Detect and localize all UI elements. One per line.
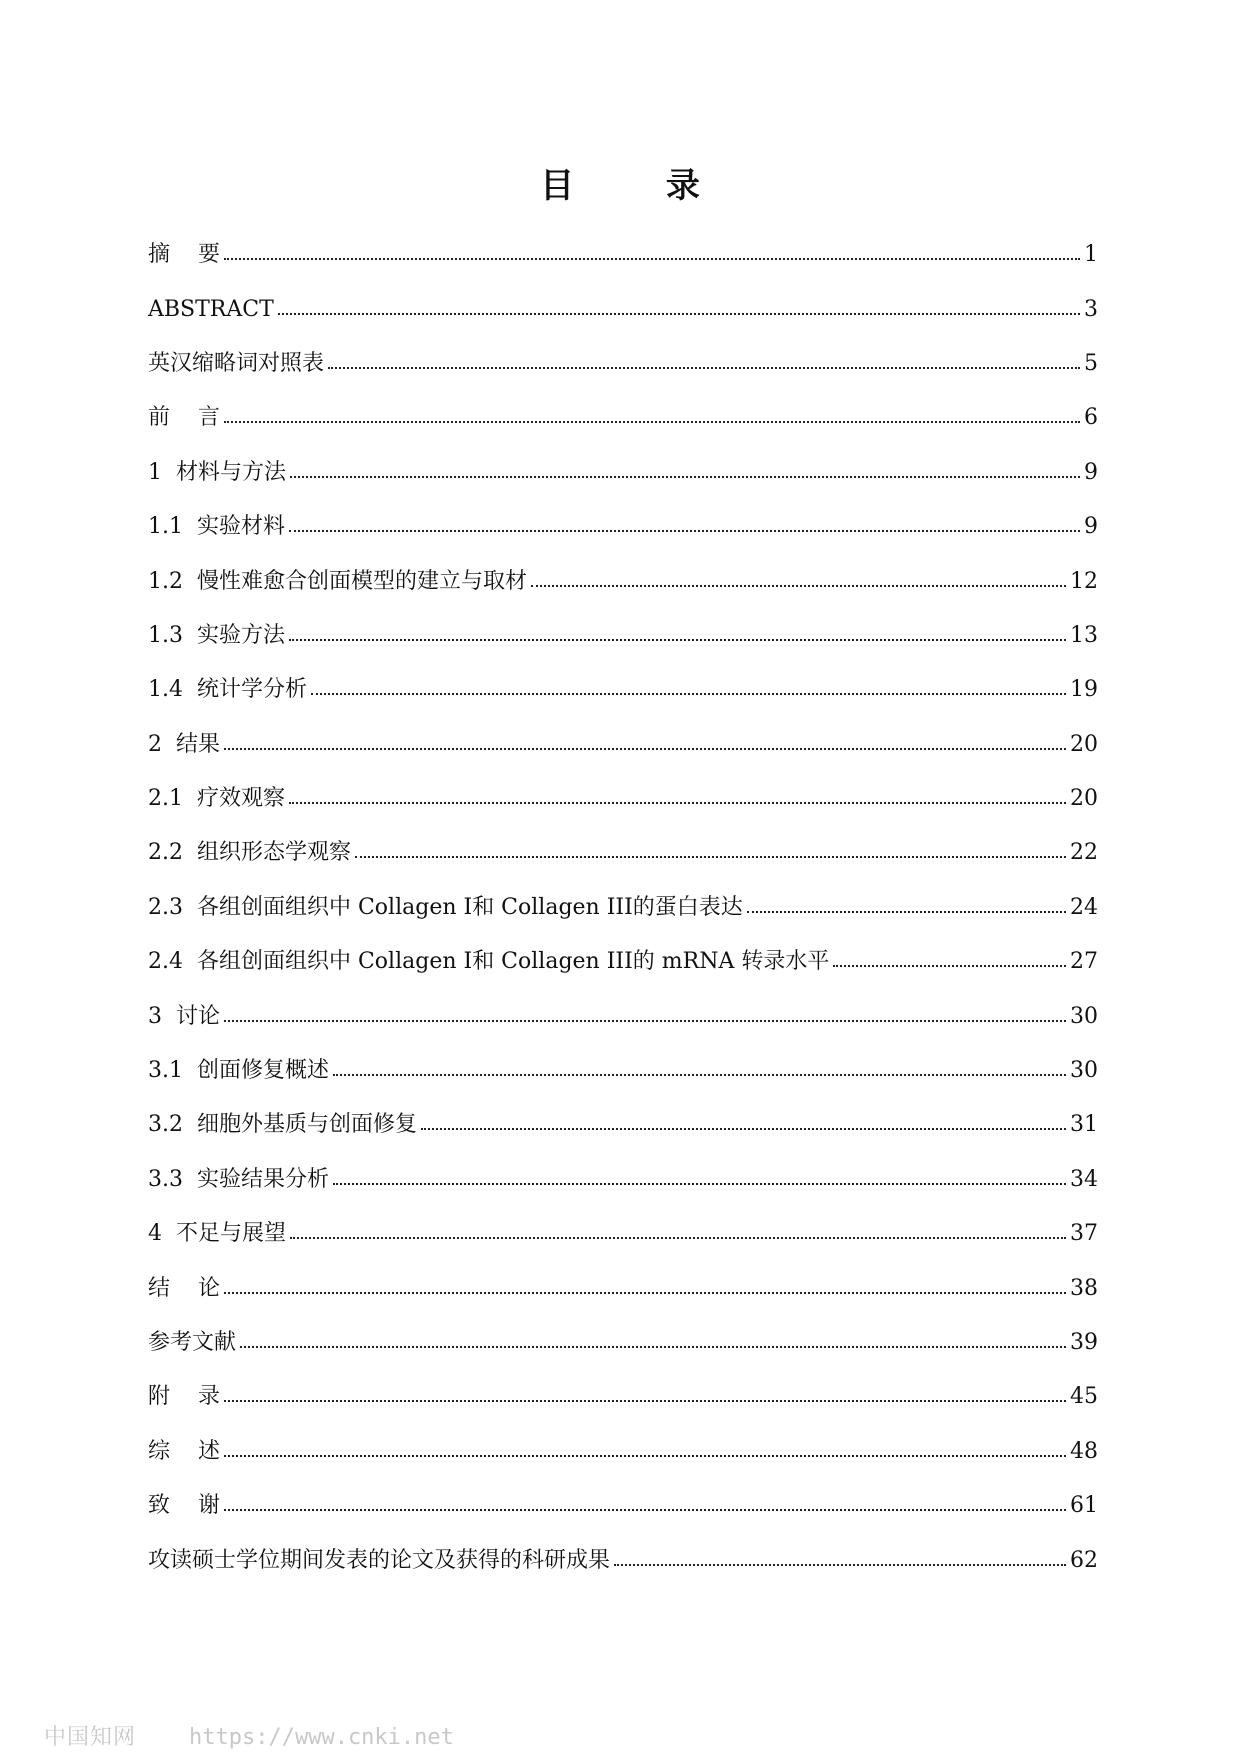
- toc-entry[interactable]: [148, 1425, 1098, 1479]
- toc-entry-label: 2.1 疗效观察: [148, 786, 285, 812]
- toc-entry-page-number: 39: [1070, 1330, 1098, 1355]
- toc-entry-page-number: 24: [1070, 894, 1098, 920]
- toc-entry[interactable]: [148, 772, 1098, 826]
- toc-dot-leader: [290, 476, 1080, 478]
- toc-entry-page-number: 27: [1070, 949, 1098, 975]
- toc-dot-leader: [224, 1509, 1066, 1511]
- toc-entry-label: 前 言: [148, 405, 220, 431]
- toc-dot-leader: [355, 856, 1066, 858]
- toc-entry[interactable]: [148, 881, 1098, 935]
- toc-entry-page-number: 30: [1070, 1058, 1098, 1084]
- toc-entry-page-number: 12: [1070, 568, 1098, 594]
- toc-entry-label: 1.1 实验材料: [148, 514, 285, 540]
- watermark-url: https://www.cnki.net: [189, 1725, 454, 1750]
- toc-entry[interactable]: [148, 337, 1098, 391]
- toc-entry-label: 3.2 细胞外基质与创面修复: [148, 1112, 417, 1138]
- watermark: [44, 1720, 454, 1751]
- toc-dot-leader: [289, 802, 1066, 804]
- toc-entry-page-number: 9: [1084, 459, 1098, 485]
- toc-entry[interactable]: [148, 500, 1098, 554]
- toc-entry-label: 攻读硕士学位期间发表的论文及获得的科研成果: [148, 1547, 611, 1573]
- toc-entry-label: 3.3 实验结果分析: [148, 1166, 329, 1192]
- toc-dot-leader: [289, 530, 1080, 532]
- page-title: 目 录: [540, 166, 740, 206]
- toc-entry[interactable]: [148, 663, 1098, 717]
- toc-entry[interactable]: [148, 391, 1098, 445]
- toc-dot-leader: [240, 1346, 1066, 1348]
- toc-entry-label: ABSTRACT: [148, 296, 274, 322]
- toc-dot-leader: [833, 965, 1066, 967]
- toc-dot-leader: [224, 1020, 1066, 1022]
- toc-dot-leader: [224, 748, 1066, 750]
- toc-dot-leader: [333, 1074, 1066, 1076]
- toc-entry-page-number: 20: [1070, 786, 1098, 812]
- toc-entry[interactable]: [148, 1098, 1098, 1152]
- toc-entry-label: 2.2 组织形态学观察: [148, 840, 351, 866]
- toc-entry-label: 致 谢: [148, 1493, 220, 1519]
- toc-entry-label: 4 不足与展望: [148, 1221, 286, 1247]
- toc-entry-label: 3.1 创面修复概述: [148, 1058, 329, 1084]
- toc-dot-leader: [290, 1237, 1066, 1239]
- toc-entry-label: 英汉缩略词对照表: [148, 350, 325, 376]
- toc-entry[interactable]: [148, 1316, 1098, 1370]
- toc-dot-leader: [224, 1455, 1066, 1457]
- toc-dot-leader: [333, 1183, 1066, 1185]
- toc-entry-page-number: 45: [1070, 1384, 1098, 1410]
- toc-dot-leader: [421, 1128, 1066, 1130]
- toc-entry-label: 3 讨论: [148, 1003, 220, 1029]
- toc-entry-page-number: 34: [1070, 1166, 1098, 1192]
- toc-entry-label: 结 论: [148, 1275, 220, 1301]
- toc-entry-page-number: 20: [1070, 731, 1098, 757]
- toc-dot-leader: [224, 1292, 1066, 1294]
- toc-entry[interactable]: [148, 228, 1098, 282]
- toc-entry[interactable]: [148, 1479, 1098, 1533]
- toc-entry[interactable]: [148, 554, 1098, 608]
- toc-entry[interactable]: [148, 935, 1098, 989]
- toc-entry-label: 1.4 统计学分析: [148, 677, 307, 703]
- toc-entry-page-number: 61: [1070, 1493, 1098, 1519]
- toc-dot-leader: [311, 693, 1066, 695]
- toc-entry-page-number: 5: [1084, 350, 1098, 376]
- toc-entry-page-number: 30: [1070, 1003, 1098, 1029]
- toc-entry-label: 1 材料与方法: [148, 459, 286, 485]
- toc-entry-label: 2.4 各组创面组织中 Collagen I和 Collagen III的 mRNA 转录水平: [148, 949, 830, 975]
- toc-entry[interactable]: [148, 1261, 1098, 1315]
- toc-entry-page-number: 22: [1070, 840, 1098, 866]
- toc-entry[interactable]: [148, 989, 1098, 1043]
- toc-entry[interactable]: [148, 446, 1098, 500]
- toc-dot-leader: [531, 585, 1066, 587]
- toc-entry-label: 综 述: [148, 1438, 220, 1464]
- toc-dot-leader: [224, 258, 1080, 260]
- toc-entry-page-number: 13: [1070, 622, 1098, 648]
- toc-entry[interactable]: [148, 1153, 1098, 1207]
- toc-entry[interactable]: [148, 1207, 1098, 1261]
- toc-entry[interactable]: [148, 1370, 1098, 1424]
- toc-entry-label: 2.3 各组创面组织中 Collagen I和 Collagen III的蛋白表达: [148, 894, 743, 920]
- toc-entry-page-number: 3: [1084, 296, 1098, 322]
- toc-entry[interactable]: [148, 282, 1098, 336]
- toc-entry-page-number: 1: [1084, 242, 1098, 268]
- toc-dot-leader: [278, 313, 1080, 315]
- toc-entry-label: 1.3 实验方法: [148, 622, 285, 648]
- toc-dot-leader: [224, 1400, 1066, 1402]
- toc-entry[interactable]: [148, 609, 1098, 663]
- toc-entry-label: 附 录: [148, 1384, 220, 1410]
- toc-dot-leader: [614, 1564, 1066, 1566]
- toc-entry-page-number: 9: [1084, 514, 1098, 540]
- toc-entry-page-number: 62: [1070, 1547, 1098, 1573]
- toc-entry[interactable]: [148, 718, 1098, 772]
- toc-entry[interactable]: [148, 1533, 1098, 1587]
- toc-dot-leader: [747, 911, 1066, 913]
- toc-entry[interactable]: [148, 826, 1098, 880]
- watermark-brand: 中国知网: [44, 1725, 137, 1750]
- toc-dot-leader: [328, 367, 1080, 369]
- toc-entry-page-number: 48: [1070, 1438, 1098, 1464]
- toc-entry-label: 1.2 慢性难愈合创面模型的建立与取材: [148, 568, 527, 594]
- toc-dot-leader: [224, 421, 1080, 423]
- toc-entry-label: 参考文献: [148, 1330, 237, 1355]
- toc-entry-page-number: 6: [1084, 405, 1098, 431]
- toc-entry-label: 摘 要: [148, 242, 220, 268]
- table-of-contents: [148, 228, 1098, 1588]
- toc-entry-page-number: 38: [1070, 1275, 1098, 1301]
- toc-entry-page-number: 31: [1070, 1112, 1098, 1138]
- toc-dot-leader: [289, 639, 1066, 641]
- toc-entry-page-number: 19: [1070, 677, 1098, 703]
- toc-entry[interactable]: [148, 1044, 1098, 1098]
- toc-entry-page-number: 37: [1070, 1221, 1098, 1247]
- toc-entry-label: 2 结果: [148, 731, 220, 757]
